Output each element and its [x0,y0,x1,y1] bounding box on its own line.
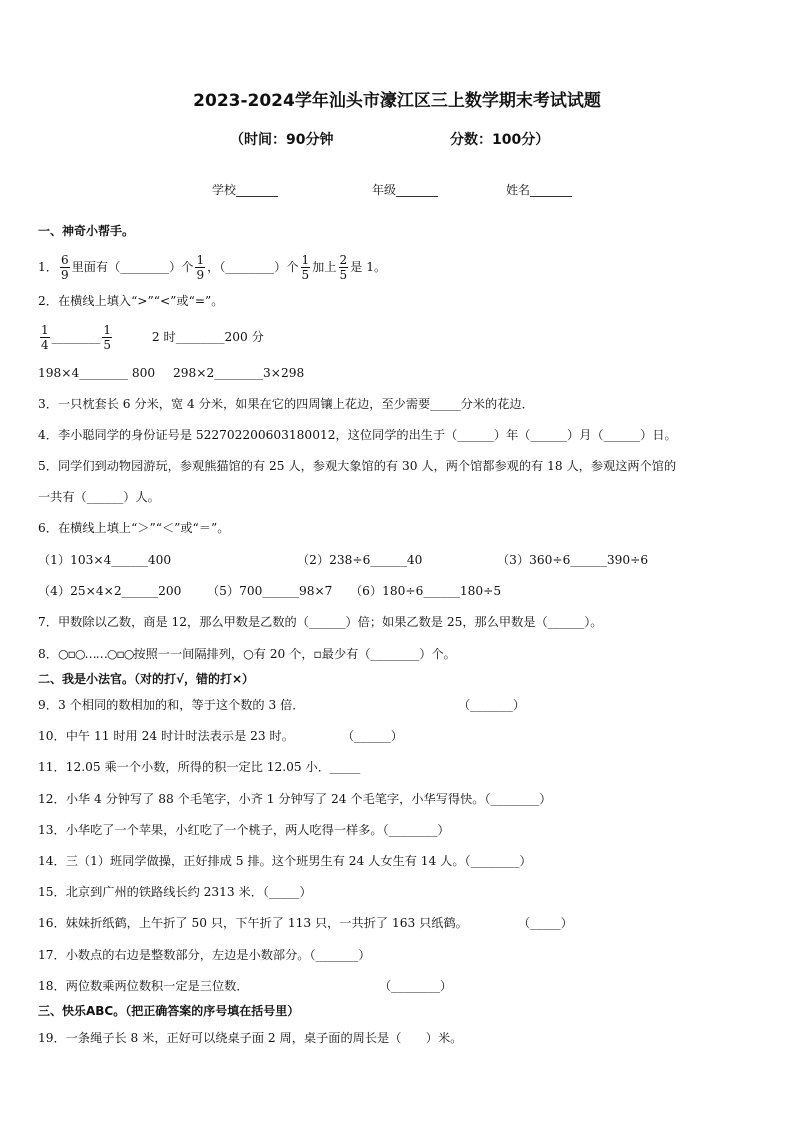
question-12: 12．小华 4 分钟写了 88 个毛笔字，小齐 1 分钟写了 24 个毛笔字，小华写得快。（________） [38,792,552,806]
q1-text-1: 里面有（________）个 [71,260,194,274]
section-1-heading: 一、神奇小帮手。 [38,224,135,238]
fraction: $\frac{1}{5}$ [301,253,310,282]
fraction: $\frac{2}{5}$ [339,253,348,282]
q2-item-b: 2 时________200 分 [151,330,264,344]
question-8 [38,645,456,663]
question-2-row-1 [38,323,264,352]
q1-prefix: 1． [38,260,58,274]
fraction: $\frac{1}{9}$ [196,253,205,282]
q6-part-5: （5）700______98×7 [207,584,333,598]
question-5-line-1: 5．同学们到动物园游玩，参观熊猫馆的有 25 人，参观大象馆的有 30 人，两个馆都参观的有 18 人，参观这两个馆的 [38,459,677,473]
question-3: 3．一只枕套长 6 分米，宽 4 分米，如果在它的四周镶上花边，至少需要_____分米的花边． [38,397,534,411]
question-10: 10．中午 11 时用 24 时计时法表示是 23 时。 [38,729,294,743]
q8-prefix: 8． [38,647,58,661]
section-2-heading: 二、我是小法官。（对的打√，错的打×） [38,672,255,686]
name-field[interactable]: 姓名_______ [506,183,573,197]
page-title: 2023-2024学年汕头市濠江区三上数学期末考试试题 [193,91,601,111]
fraction: $\frac{6}{9}$ [60,253,69,282]
question-1 [38,253,386,282]
q18-answer-blank[interactable]: （________） [379,979,453,993]
fraction: $\frac{1}{4}$ [41,323,49,352]
question-14: 14．三（1）班同学做操，正好排成 5 排。这个班男生有 24 人女生有 14 人。（________） [38,854,532,868]
question-18: 18．两位数乘两位数积一定是三位数． [38,979,249,993]
exam-score: 分数：100分） [450,132,550,148]
q9-answer-blank[interactable]: （_______） [458,698,526,712]
q8-pattern: ○▫○……○▫○ [57,647,134,661]
grade-field[interactable]: 年级_______ [372,183,439,197]
q2-blank: ________ [51,330,101,344]
question-2: 2．在横线上填入“>”“<”或“=”。 [38,294,224,308]
question-7: 7．甲数除以乙数，商是 12，那么甲数是乙数的（______）倍；如果乙数是 25，那么甲数是（______）。 [38,615,603,629]
q8-text: 按照一一间隔排列，○有 20 个，▫最少有（________）个。 [133,647,456,661]
fraction: $\frac{1}{5}$ [103,323,112,352]
q6-part-3: （3）360÷6______390÷6 [497,553,649,567]
school-field[interactable]: 学校_______ [212,183,279,197]
q1-text-3: 加上 [312,260,337,274]
q6-part-1: （1）103×4______400 [38,553,172,567]
q16-answer-blank[interactable]: （_____） [518,916,573,930]
question-17: 17．小数点的右边是整数部分，左边是小数部分。（_______） [38,948,371,962]
q6-part-4: （4）25×4×2______200 [38,584,182,598]
question-5-line-2: 一共有（______）人。 [38,490,160,504]
q1-text-2: ，（________）个 [207,260,299,274]
q10-answer-blank[interactable]: （______） [342,729,403,743]
question-13: 13．小华吃了一个苹果，小红吃了一个桃子，两人吃得一样多。（________） [38,823,450,837]
question-6: 6．在横线上填上“＞”“＜”或“＝”。 [38,521,230,535]
q6-part-2: （2）238÷6______40 [297,553,423,567]
exam-time: （时间：90分钟 [230,132,334,148]
question-19: 19．一条绳子长 8 米，正好可以绕桌子面 2 周，桌子面的周长是（ ）米。 [38,1031,463,1045]
question-15: 15．北京到广州的铁路线长约 2313 米．（_____） [38,885,312,899]
q1-text-4: 是 1。 [350,260,387,274]
question-16: 16．妹妹折纸鹤，上午折了 50 只，下午折了 113 只，一共折了 163 只纸鹤。 [38,916,468,930]
question-4: 4．李小聪同学的身份证号是 522702200603180012，这位同学的出生于（______）年（______）月（______）日。 [38,428,677,442]
section-3-heading: 三、快乐ABC。（把正确答案的序号填在括号里） [38,1004,300,1018]
question-2-row-2 [38,364,304,382]
question-11: 11．12.05 乘一个小数，所得的积一定比 12.05 小．_____ [38,760,361,774]
q2-item-c: 198×4________ 800 [38,366,156,380]
q6-part-6: （6）180÷6______180÷5 [350,584,502,598]
q2-item-d: 298×2________3×298 [173,366,305,380]
question-9: 9．3 个相同的数相加的和，等于这个数的 3 倍． [38,698,305,712]
